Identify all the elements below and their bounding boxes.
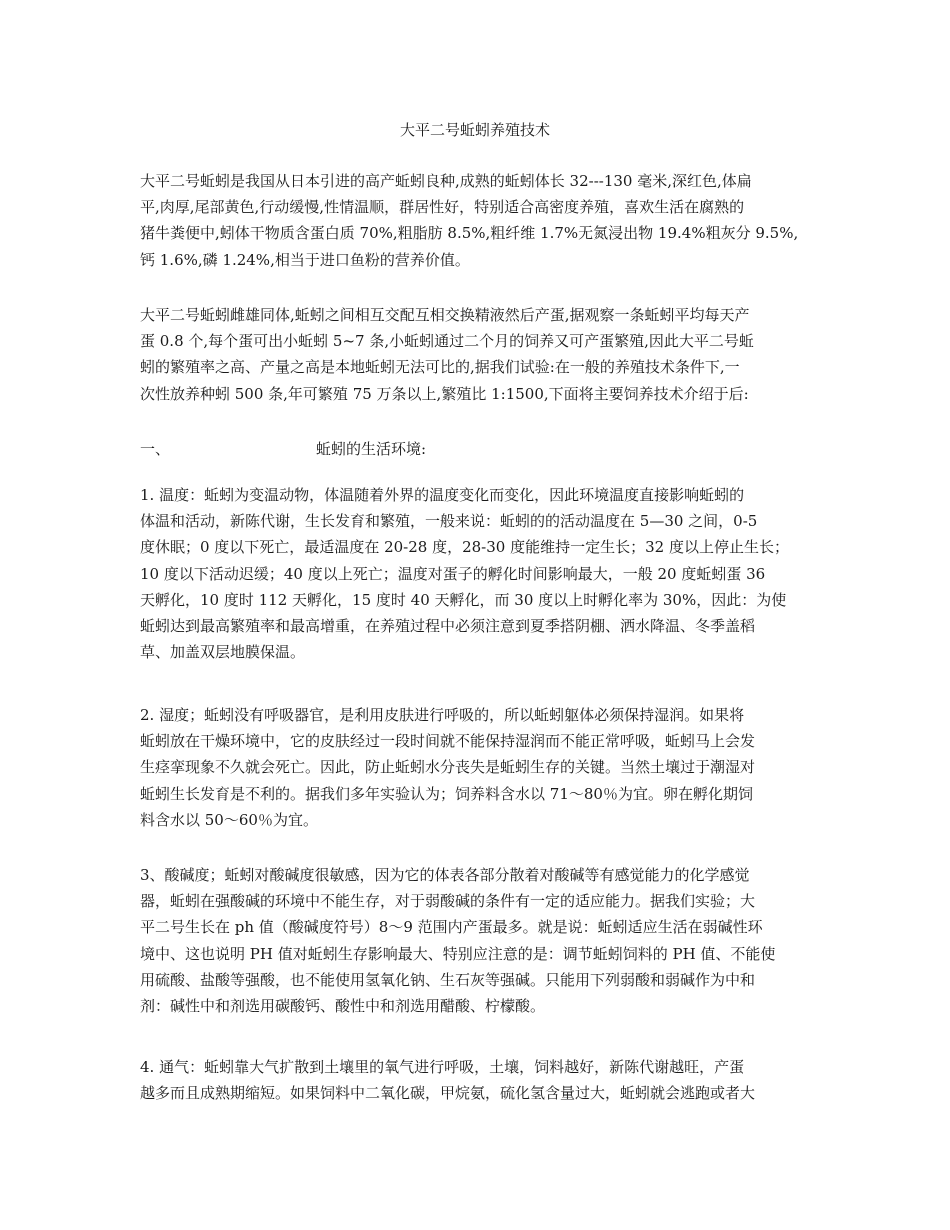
paragraph-line: 度休眠；0 度以下死亡，最适温度在 20-28 度，28-30 度能维持一定生长；32 度以上停止生长； (140, 538, 789, 557)
paragraph-line: 草、加盖双层地膜保温。 (140, 643, 306, 662)
paragraph-line: 境中、这也说明 PH 值对蚯蚓生存影响最大、特别应注意的是：调节蚯蚓饲料的 PH 值、不能使 (140, 944, 776, 963)
item-acidity (140, 862, 812, 1019)
paragraph-line: 平二号生长在 ph 值（酸碱度符号）8～9 范围内产蛋最多。就是说：蚯蚓适应生活在弱碱性环 (140, 918, 763, 937)
item-ventilation (140, 1054, 812, 1106)
paragraph-line: 剂：碱性中和剂选用碳酸钙、酸性中和剂选用醋酸、柠檬酸。 (140, 997, 546, 1016)
paragraph-line: 蚯蚓放在干燥环境中，它的皮肤经过一段时间就不能保持湿润而不能正常呼吸，蚯蚓马上会发 (140, 732, 756, 751)
paragraph-line: 10 度以下活动迟缓；40 度以上死亡；温度对蛋子的孵化时间影响最大，一般 20 度蚯蚓蛋 36 (140, 564, 766, 583)
paragraph-line: 平,肉厚,尾部黄色,行动缓慢,性情温顺，群居性好，特别适合高密度养殖，喜欢生活在腐熟的 (140, 198, 745, 217)
paragraph-line: 大平二号蚯蚓雌雄同体,蚯蚓之间相互交配互相交换精液然后产蛋,据观察一条蚯蚓平均每天产 (140, 306, 750, 324)
paragraph-line: 体温和活动，新陈代谢，生长发育和繁殖，一般来说：蚯蚓的的活动温度在 5—30 之间，0-5 (140, 512, 758, 531)
paragraph-line: 蚯蚓达到最高繁殖率和最高增重，在养殖过程中必须注意到夏季搭阴棚、洒水降温、冬季盖稻 (140, 617, 756, 636)
paragraph-line: 生痉挛现象不久就会死亡。因此，防止蚯蚓水分丧失是蚯蚓生存的关键。当然土壤过于潮湿对 (140, 758, 756, 777)
intro-paragraph-2 (140, 302, 812, 407)
paragraph-line: 大平二号蚯蚓是我国从日本引进的高产蚯蚓良种,成熟的蚯蚓体长 32---130 毫米,深红色,体扁 (140, 172, 752, 190)
paragraph-line: 用硫酸、盐酸等强酸，也不能使用氢氧化钠、生石灰等强碱。只能用下列弱酸和弱碱作为中和 (140, 970, 756, 989)
paragraph-line: 天孵化，10 度时 112 天孵化，15 度时 40 天孵化，而 30 度以上时孵化率为 30%，因此：为使 (140, 590, 787, 609)
section-title: 蚯蚓的生活环境: (316, 440, 427, 458)
paragraph-line: 蚓的繁殖率之高、产量之高是本地蚯蚓无法可比的,据我们试验:在一般的养殖技术条件下,一 (140, 358, 740, 377)
item-humidity (140, 702, 812, 833)
paragraph-line: 钙 1.6%,磷 1.24%,相当于进口鱼粉的营养价值。 (140, 250, 470, 269)
paragraph-line: 器，蚯蚓在强酸碱的环境中不能生存，对于弱酸碱的条件有一定的适应能力。据我们实验；大 (140, 892, 756, 911)
paragraph-line: 料含水以 50～60％为宜。 (140, 810, 318, 829)
paragraph-line: 蚯蚓生长发育是不利的。据我们多年实验认为；饲养料含水以 71～80％为宜。卵在孵化期饲 (140, 784, 753, 803)
paragraph-line: 猪牛粪便中,蚓体干物质含蛋白质 70%,粗脂肪 8.5%,粗纤维 1.7%无氮浸出物 19.4%粗灰分 9.5%, (140, 224, 799, 243)
paragraph-line: 4. 通气：蚯蚓靠大气扩散到土壤里的氧气进行呼吸，土壤，饲料越好，新陈代谢越旺，产蛋 (140, 1058, 745, 1076)
paragraph-line: 3、酸碱度；蚯蚓对酸碱度很敏感，因为它的体表各部分散着对酸碱等有感觉能力的化学感觉 (140, 866, 750, 884)
paragraph-line: 1. 温度：蚯蚓为变温动物，体温随着外界的温度变化而变化，因此环境温度直接影响蚯蚓的 (140, 486, 745, 504)
paragraph-line: 蛋 0.8 个,每个蛋可出小蚯蚓 5~7 条,小蚯蚓通过二个月的饲养又可产蛋繁殖,因此大平二号蚯 (140, 332, 754, 351)
section-heading (140, 436, 812, 462)
paragraph-line: 2. 湿度；蚯蚓没有呼吸器官，是利用皮肤进行呼吸的，所以蚯蚓躯体必须保持湿润。如果将 (140, 706, 745, 724)
intro-paragraph-1 (140, 168, 812, 273)
document-title: 大平二号蚯蚓养殖技术 (399, 121, 550, 139)
section-number: 一、 (140, 440, 171, 458)
paragraph-line: 越多而且成熟期缩短。如果饲料中二氧化碳，甲烷氨，硫化氢含量过大，蚯蚓就会逃跑或者大 (140, 1084, 756, 1103)
paragraph-line: 次性放养种蚓 500 条,年可繁殖 75 万条以上,繁殖比 1:1500,下面将主要饲养技术介绍于后: (140, 384, 749, 403)
item-temperature (140, 482, 812, 665)
